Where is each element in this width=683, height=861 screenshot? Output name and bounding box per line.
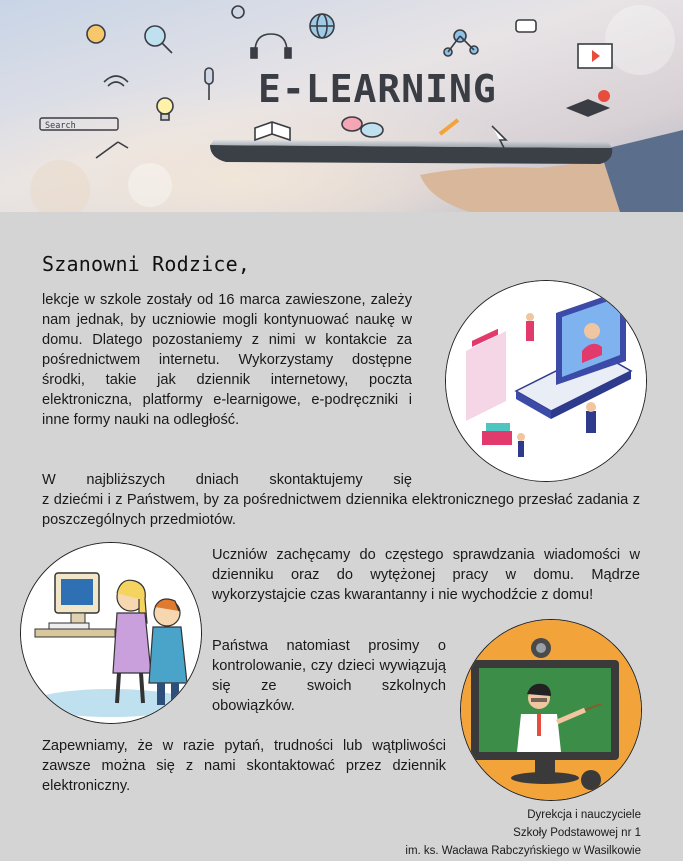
paragraph-3: Uczniów zachęcamy do częstego sprawdzania wiadomości w dzienniku oraz do wytężonej pracy w domu. Mądrze wykorzystajcie czas kwarantanny i nie wychodźcie z domu! — [212, 547, 640, 603]
kids-computer-illustration — [20, 542, 202, 724]
e-learning-banner — [0, 0, 683, 212]
gear-icon — [232, 6, 244, 18]
paragraph-4: Państwa natomiast prosimy o kontrolowanie, czy dzieci wywiązują się ze swoich szkolnych obowiązków. — [212, 638, 446, 714]
apple-icon — [598, 90, 610, 102]
greeting: Szanowni Rodzice, — [42, 252, 251, 276]
paragraph-2-first-line: W najbliższych dniach skontaktujemy się — [42, 472, 412, 488]
signature-line-3: im. ks. Wacława Rabczyńskiego w Wasilkowie — [405, 845, 641, 857]
signature — [405, 806, 641, 860]
award-icon — [87, 25, 105, 43]
banner-title: E-LEARNING — [258, 67, 497, 111]
signature-line-1: Dyrekcja i nauczyciele — [527, 809, 641, 821]
letter-body — [0, 212, 683, 861]
paragraph-1: lekcje w szkole zostały od 16 marca zawieszone, zależy nam jednak, by uczniowie mogli kontynuować naukę w domu. Dlatego pozostaniemy z nimi w kontakcie za pośrednictwem internetu. Wykorzystamy dostępne środki, takie jak dziennik internetowy, poczta elektroniczna, platformy e-learnigowe, e-podręczniki i inne formy nauki na odległość. — [42, 292, 412, 428]
signature-line-2: Szkoły Podstawowej nr 1 — [513, 827, 641, 839]
globe-icon — [310, 14, 334, 38]
paragraph-5: Zapewniamy, że w razie pytań, trudności lub wątpliwości zawsze można się z nami skontaktować przez dziennik elektroniczny. — [42, 738, 446, 794]
laptop-illustration — [445, 280, 647, 482]
paragraph-2-rest: z dziećmi i z Państwem, by za pośrednictwem dziennika elektronicznego przesłać zadania z poszczególnych przedmiotów. — [42, 492, 640, 528]
speech-icon — [516, 20, 536, 32]
video-player-icon — [578, 44, 612, 68]
search-label: Search — [45, 121, 76, 131]
online-teacher-illustration — [460, 619, 642, 801]
